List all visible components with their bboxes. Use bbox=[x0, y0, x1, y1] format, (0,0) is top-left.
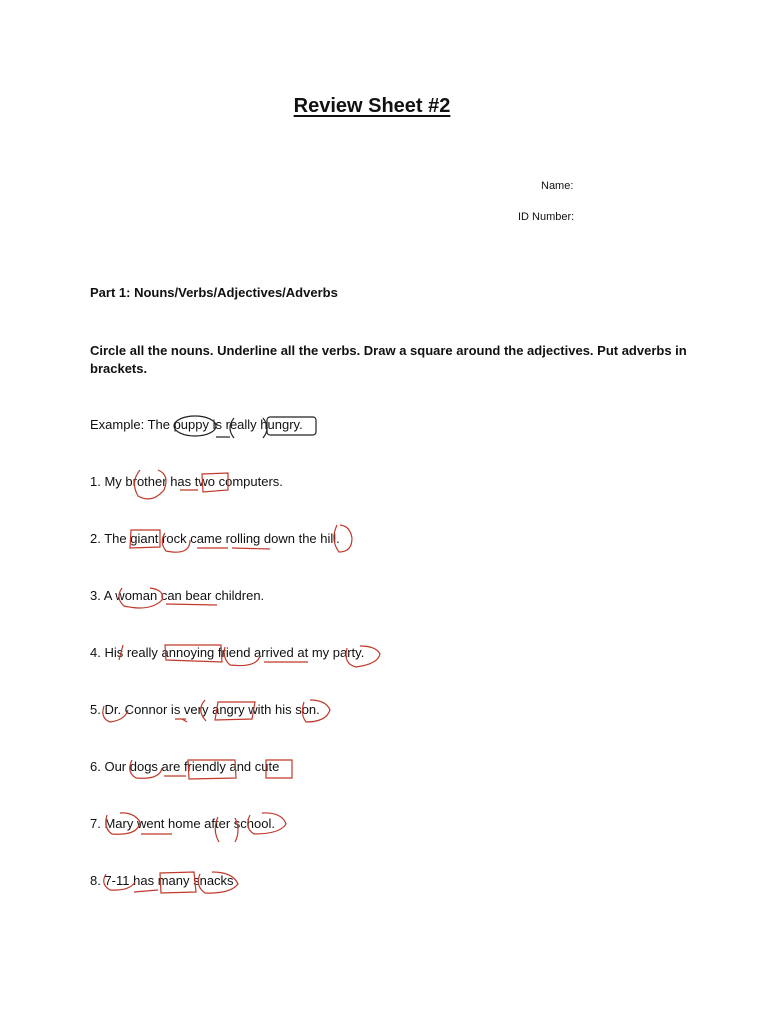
exercise-item-8: 8. 7-11 has many snacks bbox=[90, 873, 234, 888]
exercise-item-5: 5. Dr. Connor is very angry with his son. bbox=[90, 702, 320, 717]
part-1-instructions: Circle all the nouns. Underline all the verbs. Draw a square around the adjectives. Put adverbs in brackets. bbox=[90, 343, 687, 376]
exercise-item-2: 2. The giant rock came rolling down the hill. bbox=[90, 531, 340, 546]
id-number-field-label: ID Number: bbox=[518, 211, 575, 223]
example-sentence: Example: The puppy is really hungry. bbox=[90, 417, 303, 432]
mark-5-underline-is bbox=[175, 719, 187, 722]
exercise-item-1: 1. My brother has two computers. bbox=[90, 474, 283, 489]
exercise-item-3: 3. A woman can bear children. bbox=[90, 588, 265, 603]
part-1-heading: Part 1: Nouns/Verbs/Adjectives/Adverbs bbox=[90, 285, 338, 300]
mark-8-underline-has bbox=[134, 890, 158, 892]
exercise-item-7: 7. Mary went home after school. bbox=[90, 816, 275, 831]
exercise-item-6: 6. Our dogs are friendly and cute bbox=[90, 759, 280, 774]
page-title: Review Sheet #2 bbox=[293, 95, 451, 117]
name-field-label: Name: bbox=[541, 180, 574, 192]
mark-3-underline-can-bear bbox=[166, 604, 217, 605]
exercise-item-4: 4. His really annoying friend arrived at my party. bbox=[90, 645, 365, 660]
mark-2-underline-rolling bbox=[232, 548, 270, 549]
